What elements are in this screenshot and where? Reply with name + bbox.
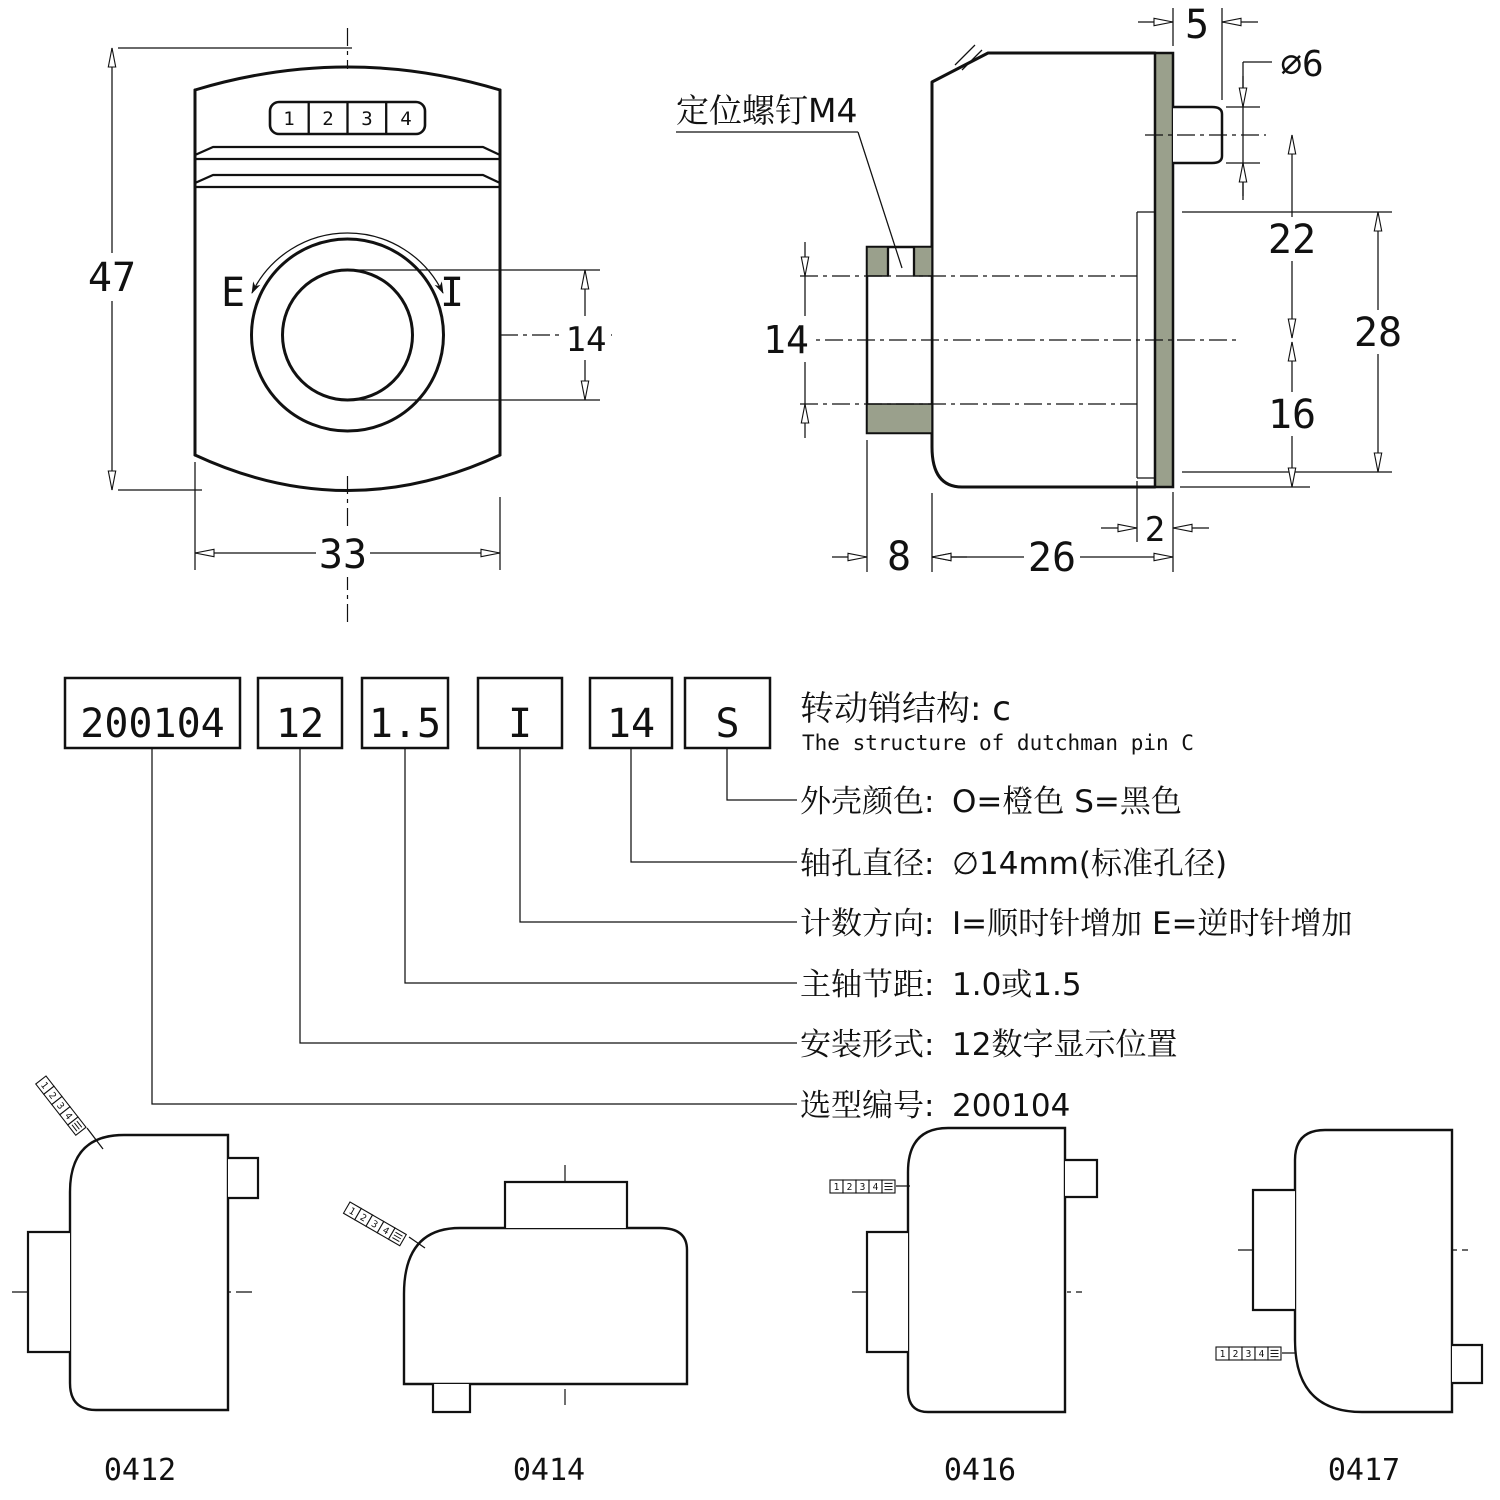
dim-hub-length: 8 bbox=[886, 534, 912, 580]
variant-body bbox=[404, 1228, 687, 1384]
window-digit: 3 bbox=[361, 108, 373, 130]
variant-0414 bbox=[344, 1165, 688, 1488]
back-plate-section bbox=[1155, 53, 1173, 487]
set-screw-label: 定位螺钉M4 bbox=[676, 91, 858, 130]
dim-height: 47 bbox=[87, 255, 137, 301]
variant-body bbox=[1295, 1130, 1452, 1412]
window-digit: 4 bbox=[400, 108, 412, 130]
dim-plate-thickness: 2 bbox=[1144, 510, 1166, 550]
code-connector bbox=[631, 748, 797, 862]
variant-0416 bbox=[830, 1128, 1097, 1488]
dim-bore-side: 14 bbox=[763, 318, 809, 362]
window-digit: 2 bbox=[322, 108, 334, 130]
code-box-value: 12 bbox=[275, 701, 325, 747]
hub-section bbox=[867, 247, 888, 276]
row-label: 外壳颜色: bbox=[800, 784, 935, 820]
row-value: O=橙色 S=黑色 bbox=[952, 784, 1182, 820]
variant-code: 0416 bbox=[943, 1453, 1017, 1488]
clockwise-label: I bbox=[439, 270, 465, 316]
variant-hub bbox=[1253, 1190, 1295, 1310]
row-value: I=顺时针增加 E=逆时针增加 bbox=[952, 906, 1353, 942]
code-connector bbox=[152, 748, 797, 1104]
order-code-breakdown bbox=[65, 678, 1353, 1124]
variant-boss bbox=[505, 1182, 627, 1228]
dim-center-to-bottom: 16 bbox=[1267, 392, 1317, 438]
window-digit: 1 bbox=[283, 108, 295, 130]
counterclockwise-label: E bbox=[220, 270, 246, 316]
dim-ring-dia: 28 bbox=[1353, 310, 1403, 356]
variant-boss bbox=[1065, 1160, 1097, 1197]
code-box-value: 1.5 bbox=[368, 701, 442, 747]
row-label: 选型编号: bbox=[800, 1088, 935, 1124]
variant-hub bbox=[28, 1232, 70, 1352]
variant-0412 bbox=[12, 1076, 258, 1488]
row-value: 12数字显示位置 bbox=[952, 1027, 1178, 1063]
variant-hub bbox=[433, 1384, 470, 1412]
variant-boss bbox=[1452, 1345, 1482, 1383]
row-value: ∅14mm(标准孔径) bbox=[952, 846, 1228, 882]
row-label: 主轴节距: bbox=[800, 967, 935, 1003]
hub-section bbox=[914, 247, 932, 276]
variant-body bbox=[908, 1128, 1065, 1412]
code-connector bbox=[727, 748, 797, 800]
row-value: 1.0或1.5 bbox=[952, 967, 1082, 1003]
code-box-value: 14 bbox=[606, 701, 656, 747]
variant-hub bbox=[867, 1232, 908, 1352]
code-box-value: S bbox=[715, 701, 740, 747]
drawing-canvas: 1 2 3 4 1 2 3 4 E I 47 33 14 定位螺钉M4 5 ∅6 22 16 28 14 8 26 2 200104 12 1.5 I 14 S 转动销结构: c The structure of dutchman pin C 外壳颜色: O=橙色 S=黑色 轴孔直径: ∅14mm(标准孔径) 计数方向: I=顺时针增加 E=逆时针增加 主轴节距: 1.0或1.5 安装形式: 12数字显示位置 选型编号: 200104 0412 0414 0416 0417 bbox=[0, 0, 1500, 1500]
front-view bbox=[86, 28, 612, 622]
row-label: 轴孔直径: bbox=[800, 846, 935, 882]
pin-structure-title: 转动销结构: c bbox=[800, 689, 1011, 729]
code-connector bbox=[520, 748, 797, 922]
dim-boss-length: 5 bbox=[1184, 2, 1210, 48]
variant-0417 bbox=[1216, 1130, 1482, 1488]
code-connector bbox=[405, 748, 797, 983]
hub-section bbox=[867, 404, 932, 433]
dim-width: 33 bbox=[318, 532, 368, 578]
variant-code: 0412 bbox=[103, 1453, 177, 1488]
dim-center-to-top: 22 bbox=[1267, 217, 1317, 263]
dim-body-length: 26 bbox=[1027, 535, 1077, 581]
row-label: 计数方向: bbox=[800, 906, 935, 942]
row-value: 200104 bbox=[952, 1088, 1071, 1124]
variant-body bbox=[70, 1135, 228, 1410]
dim-boss-dia: ∅6 bbox=[1280, 44, 1324, 85]
variant-code: 0417 bbox=[1327, 1453, 1401, 1488]
code-box-value: I bbox=[507, 701, 533, 747]
side-view bbox=[676, 2, 1404, 581]
pin-structure-subtitle: The structure of dutchman pin C bbox=[802, 731, 1194, 755]
variant-boss bbox=[228, 1158, 258, 1198]
variant-code: 0414 bbox=[512, 1453, 586, 1488]
row-label: 安装形式: bbox=[800, 1027, 935, 1063]
dim-bore-front: 14 bbox=[565, 320, 607, 360]
code-box-value: 200104 bbox=[80, 701, 225, 747]
code-connector bbox=[300, 748, 797, 1043]
